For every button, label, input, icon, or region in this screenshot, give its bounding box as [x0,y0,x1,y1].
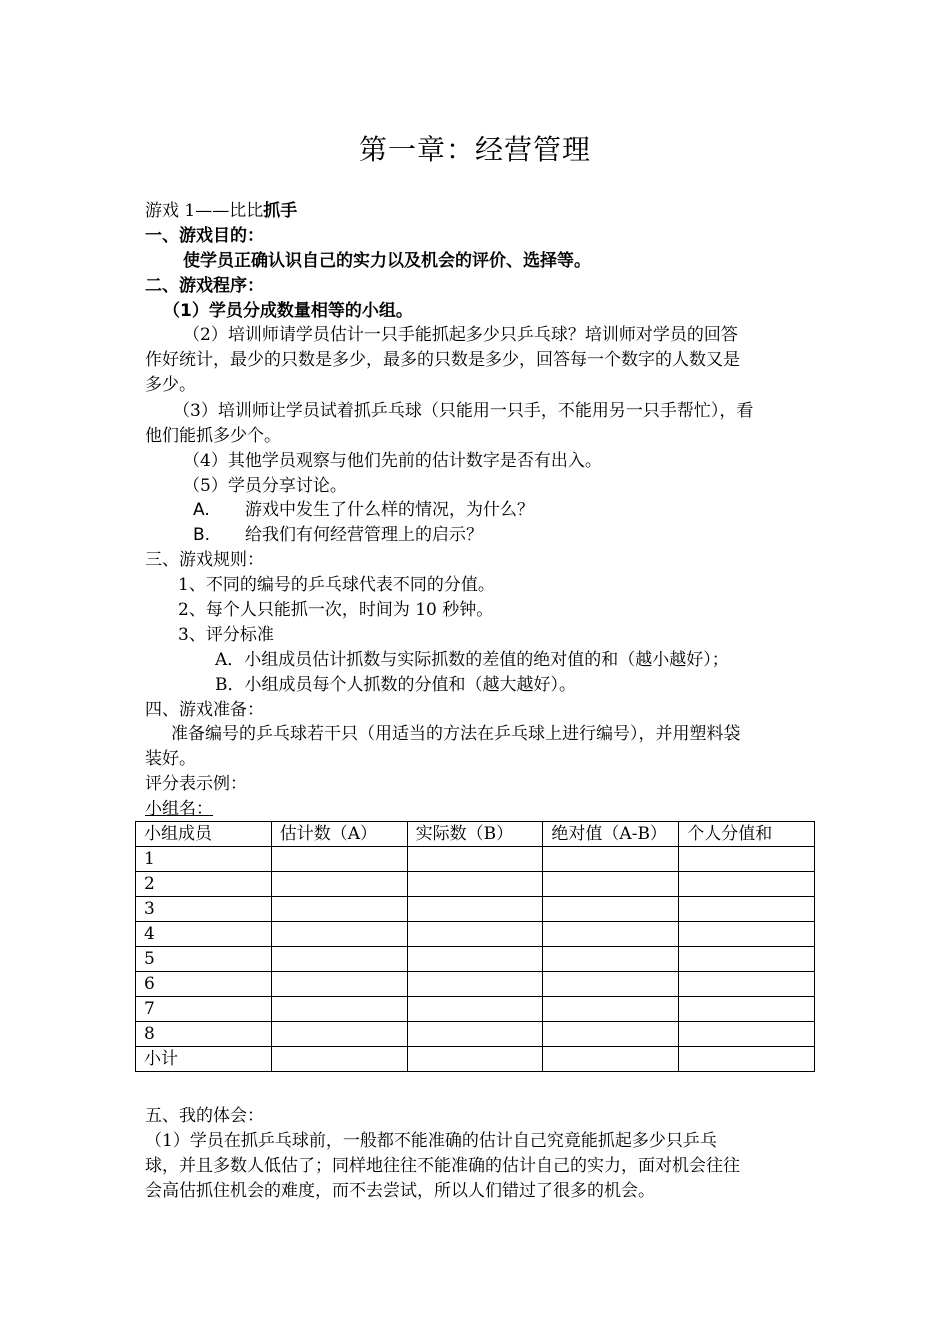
table-cell [407,922,543,947]
rules-heading: 三、游戏规则： [145,550,264,570]
table-cell [407,847,543,872]
table-cell [407,897,543,922]
table-cell [679,897,815,922]
table-row [136,872,815,897]
question-a-text: 游戏中发生了什么样的情况，为什么？ [245,500,534,520]
table-cell-member: 8 [136,1022,272,1047]
table-cell [679,872,815,897]
table-cell [271,847,407,872]
table-cell [407,1047,543,1072]
table-row [136,922,815,947]
table-cell [679,972,815,997]
table-cell [271,872,407,897]
table-row [136,947,815,972]
procedure-heading: 二、游戏程序： [145,276,264,296]
table-cell [679,1047,815,1072]
table-cell [271,1047,407,1072]
step-2-line-3: 多少。 [145,375,196,395]
table-cell [679,847,815,872]
table-row [136,1047,815,1072]
table-header-absolute: 绝对值（A-B） [543,822,679,847]
table-cell-member: 1 [136,847,272,872]
purpose-heading: 一、游戏目的： [145,226,264,246]
question-b [193,523,858,548]
table-cell-member: 3 [136,897,272,922]
table-row [136,997,815,1022]
table-cell [543,1047,679,1072]
table-row [136,897,815,922]
rule-3-a: A．小组成员估计抓数与实际抓数的差值的绝对值的和（越小越好）； [215,650,729,670]
table-header-actual: 实际数（B） [407,822,543,847]
table-cell [543,997,679,1022]
group-name-text: 小组名： [145,799,213,819]
table-cell-member: 2 [136,872,272,897]
table-row [136,1022,815,1047]
step-2-line-1: （2）培训师请学员估计一只手能抓起多少只乒乓球？培训师对学员的回答 [183,325,738,345]
table-cell [543,947,679,972]
table-cell [543,897,679,922]
step-3-line-1: （3）培训师让学员试着抓乒乓球（只能用一只手，不能用另一只手帮忙），看 [173,401,754,421]
prep-heading: 四、游戏准备： [145,700,264,720]
step-3-line-2: 他们能抓多少个。 [145,426,281,446]
step-1: （1）学员分成数量相等的小组。 [163,301,413,321]
rule-3: 3、评分标准 [178,625,274,645]
purpose-text: 使学员正确认识自己的实力以及机会的评价、选择等。 [183,251,591,271]
table-cell [271,972,407,997]
table-cell [679,997,815,1022]
score-example-label: 评分表示例： [145,774,247,794]
table-cell [407,972,543,997]
table-cell-member: 小计 [136,1047,272,1072]
question-a [193,498,858,523]
question-b-label: B. [193,525,211,545]
question-b-text: 给我们有何经营管理上的启示？ [245,525,483,545]
reflection-line-2: 球，并且多数人低估了；同样地往往不能准确的估计自己的实力，面对机会往往 [145,1156,740,1176]
game-name-prefix: 游戏 1——比比 [145,201,264,221]
step-4: （4）其他学员观察与他们先前的估计数字是否有出入。 [183,451,602,471]
game-name-bold: 抓手 [263,201,298,221]
table-cell [679,947,815,972]
group-name-label [145,797,810,822]
table-cell [407,997,543,1022]
table-row [136,972,815,997]
prep-line-1: 准备编号的乒乓球若干只（用适当的方法在乒乓球上进行编号），并用塑料袋 [171,724,741,744]
prep-line-2: 装好。 [145,749,196,769]
table-cell [271,897,407,922]
question-a-label: A. [193,500,210,520]
table-cell [679,1022,815,1047]
table-cell [543,922,679,947]
step-5: （5）学员分享讨论。 [183,476,347,496]
table-cell [543,972,679,997]
score-table [135,821,815,1072]
table-cell [543,847,679,872]
table-cell-member: 7 [136,997,272,1022]
table-cell [679,922,815,947]
table-header-row [136,822,815,847]
table-row [136,847,815,872]
game-name [145,199,810,224]
table-cell [543,1022,679,1047]
step-2-line-2: 作好统计，最少的只数是多少，最多的只数是多少，回答每一个数字的人数又是 [145,350,740,370]
table-header-member: 小组成员 [136,822,272,847]
reflection-line-3: 会高估抓住机会的难度，而不去尝试，所以人们错过了很多的机会。 [145,1181,655,1201]
table-cell [407,947,543,972]
table-header-estimate: 估计数（A） [271,822,407,847]
table-cell [407,872,543,897]
table-cell [271,1022,407,1047]
rule-3-b: B．小组成员每个人抓数的分值和（越大越好）。 [215,675,576,695]
reflection-heading: 五、我的体会： [145,1106,264,1126]
table-cell-member: 5 [136,947,272,972]
table-header-score: 个人分值和 [679,822,815,847]
rule-2: 2、每个人只能抓一次，时间为 10 秒钟。 [178,600,494,620]
table-cell-member: 4 [136,922,272,947]
chapter-title: 第一章：经营管理 [358,133,591,166]
table-cell [543,872,679,897]
reflection-line-1: （1）学员在抓乒乓球前，一般都不能准确的估计自己究竟能抓起多少只乒乓 [145,1131,717,1151]
rule-1: 1、不同的编号的乒乓球代表不同的分值。 [178,575,495,595]
table-cell [271,922,407,947]
table-cell [407,1022,543,1047]
table-cell [271,947,407,972]
table-cell [271,997,407,1022]
table-cell-member: 6 [136,972,272,997]
